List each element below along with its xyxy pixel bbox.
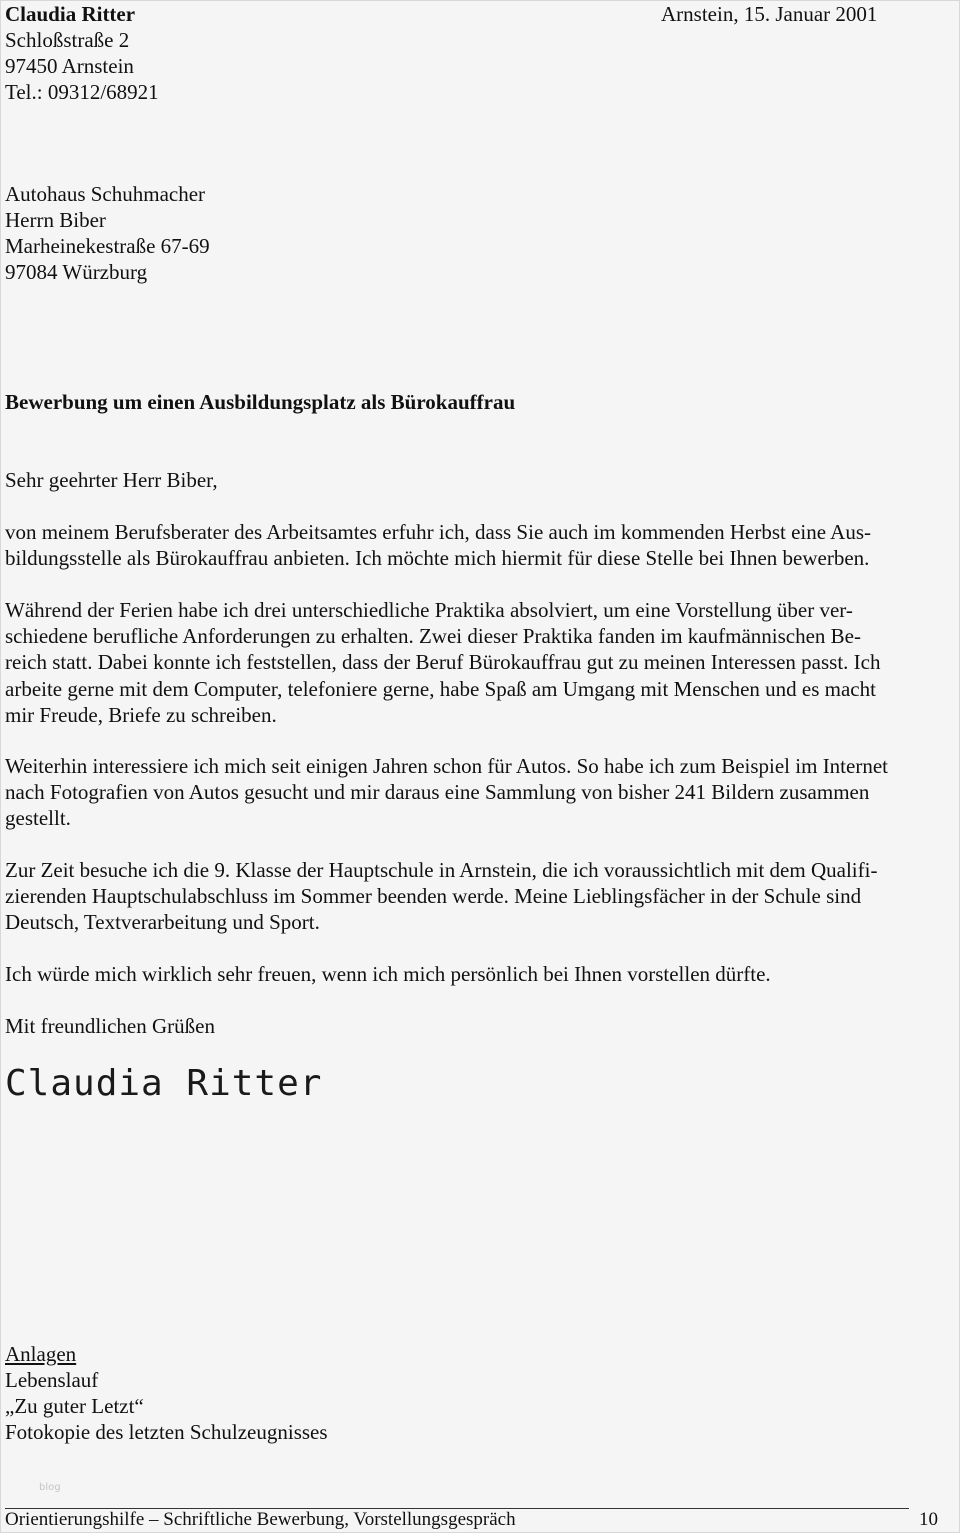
paragraph-line: bildungsstelle als Bürokauffrau anbieten. Ich möchte mich hiermit für diese Stelle bei Ihnen bewerben.	[5, 546, 870, 571]
page-number: 10	[919, 1509, 938, 1530]
paragraph-line: mir Freude, Briefe zu schreiben.	[5, 702, 277, 727]
paragraph-line: gestellt.	[5, 806, 71, 831]
watermark: blog	[39, 1482, 61, 1493]
paragraph-line: Zur Zeit besuche ich die 9. Klasse der Hauptschule in Arnstein, die ich voraussichtlich mit dem Qualifi-	[5, 858, 878, 882]
recipient-street: Marheinekestraße 67-69	[5, 234, 210, 258]
sender-city: 97450 Arnstein	[5, 54, 134, 78]
date-line: Arnstein, 15. Januar 2001	[661, 2, 878, 26]
paragraph-line: reich statt. Dabei konnte ich feststellen, dass der Beruf Bürokauffrau gut zu meinen Interessen passt. Ich	[5, 650, 881, 675]
sender-street: Schloßstraße 2	[5, 28, 130, 52]
attachment-item: Lebenslauf	[5, 1368, 99, 1392]
paragraph-line: schiedene berufliche Anforderungen zu erhalten. Zwei dieser Praktika fanden im kaufmännischen Be-	[5, 624, 861, 649]
paragraph-line: Weiterhin interessiere ich mich seit einigen Jahren schon für Autos. So habe ich zum Beispiel im Internet	[5, 754, 888, 778]
sender-phone: Tel.: 09312/68921	[5, 80, 159, 104]
body-paragraph-4	[5, 857, 957, 936]
paragraph-line: Ich würde mich wirklich sehr freuen, wenn ich mich persönlich bei Ihnen vorstellen dürfte.	[5, 962, 771, 986]
paragraph-line: zierenden Hauptschulabschluss im Sommer beenden werde. Meine Lieblingsfächer in der Schule sind	[5, 884, 862, 909]
body-paragraph-3	[5, 753, 957, 832]
paragraph-line: arbeite gerne mit dem Computer, telefoniere gerne, habe Spaß am Umgang mit Menschen und es macht	[5, 676, 876, 701]
recipient-company: Autohaus Schuhmacher	[5, 182, 206, 206]
recipient-city: 97084 Würzburg	[5, 260, 148, 284]
body-paragraph-5	[5, 961, 957, 987]
paragraph-line: nach Fotografien von Autos gesucht und mir daraus eine Sammlung von bisher 241 Bildern zusammen	[5, 780, 870, 805]
attachments-heading: Anlagen	[5, 1342, 77, 1366]
closing: Mit freundlichen Grüßen	[5, 1014, 215, 1038]
body-paragraph-2	[5, 597, 957, 728]
salutation: Sehr geehrter Herr Biber,	[5, 468, 218, 492]
body-paragraph-1	[5, 519, 957, 571]
paragraph-line: Während der Ferien habe ich drei unterschiedliche Praktika absolviert, um eine Vorstellung über ver-	[5, 598, 853, 622]
sender-name: Claudia Ritter	[5, 2, 136, 26]
attachment-item: „Zu guter Letzt“	[5, 1394, 144, 1418]
footer-text: Orientierungshilfe – Schriftliche Bewerbung, Vorstellungsgespräch	[5, 1509, 516, 1530]
signature: Claudia Ritter	[5, 1063, 323, 1104]
paragraph-line: von meinem Berufsberater des Arbeitsamtes erfuhr ich, dass Sie auch im kommenden Herbst eine Aus-	[5, 520, 872, 544]
paragraph-line: Deutsch, Textverarbeitung und Sport.	[5, 910, 320, 935]
subject-line: Bewerbung um einen Ausbildungsplatz als Bürokauffrau	[5, 390, 516, 414]
recipient-person: Herrn Biber	[5, 208, 106, 232]
attachment-item: Fotokopie des letzten Schulzeugnisses	[5, 1420, 328, 1444]
